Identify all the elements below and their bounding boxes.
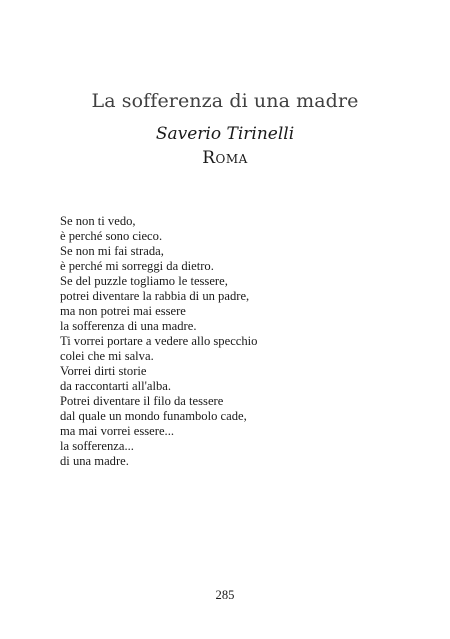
author-city: Roma (202, 148, 248, 168)
poem-line: colei che mi salva. (60, 349, 154, 363)
poem-line: Vorrei dirti storie (60, 364, 147, 378)
poem-line: la sofferenza di una madre. (60, 319, 197, 333)
poem-line: Se non ti vedo, (60, 214, 136, 228)
poem-line: Ti vorrei portare a vedere allo specchio (60, 334, 258, 348)
poem-body (60, 214, 400, 469)
page-number: 285 (215, 588, 235, 602)
poem-line: ma non potrei mai essere (60, 304, 186, 318)
poem-line: da raccontarti all'alba. (60, 379, 172, 393)
poem-line: è perché sono cieco. (60, 229, 163, 243)
poem-line: è perché mi sorreggi da dietro. (60, 259, 214, 273)
poem-title: La sofferenza di una madre (91, 90, 359, 112)
author-name: Saverio Tirinelli (155, 124, 295, 144)
poem-line: Se del puzzle togliamo le tessere, (60, 274, 228, 288)
poem-line: Se non mi fai strada, (60, 244, 164, 258)
poem-line: Potrei diventare il filo da tessere (60, 394, 224, 408)
poem-line: di una madre. (60, 454, 129, 468)
poem-line: ma mai vorrei essere... (60, 424, 174, 438)
poem-line: dal quale un mondo funambolo cade, (60, 409, 247, 423)
poem-line: potrei diventare la rabbia di un padre, (60, 289, 250, 303)
poem-line: la sofferenza... (60, 439, 134, 453)
